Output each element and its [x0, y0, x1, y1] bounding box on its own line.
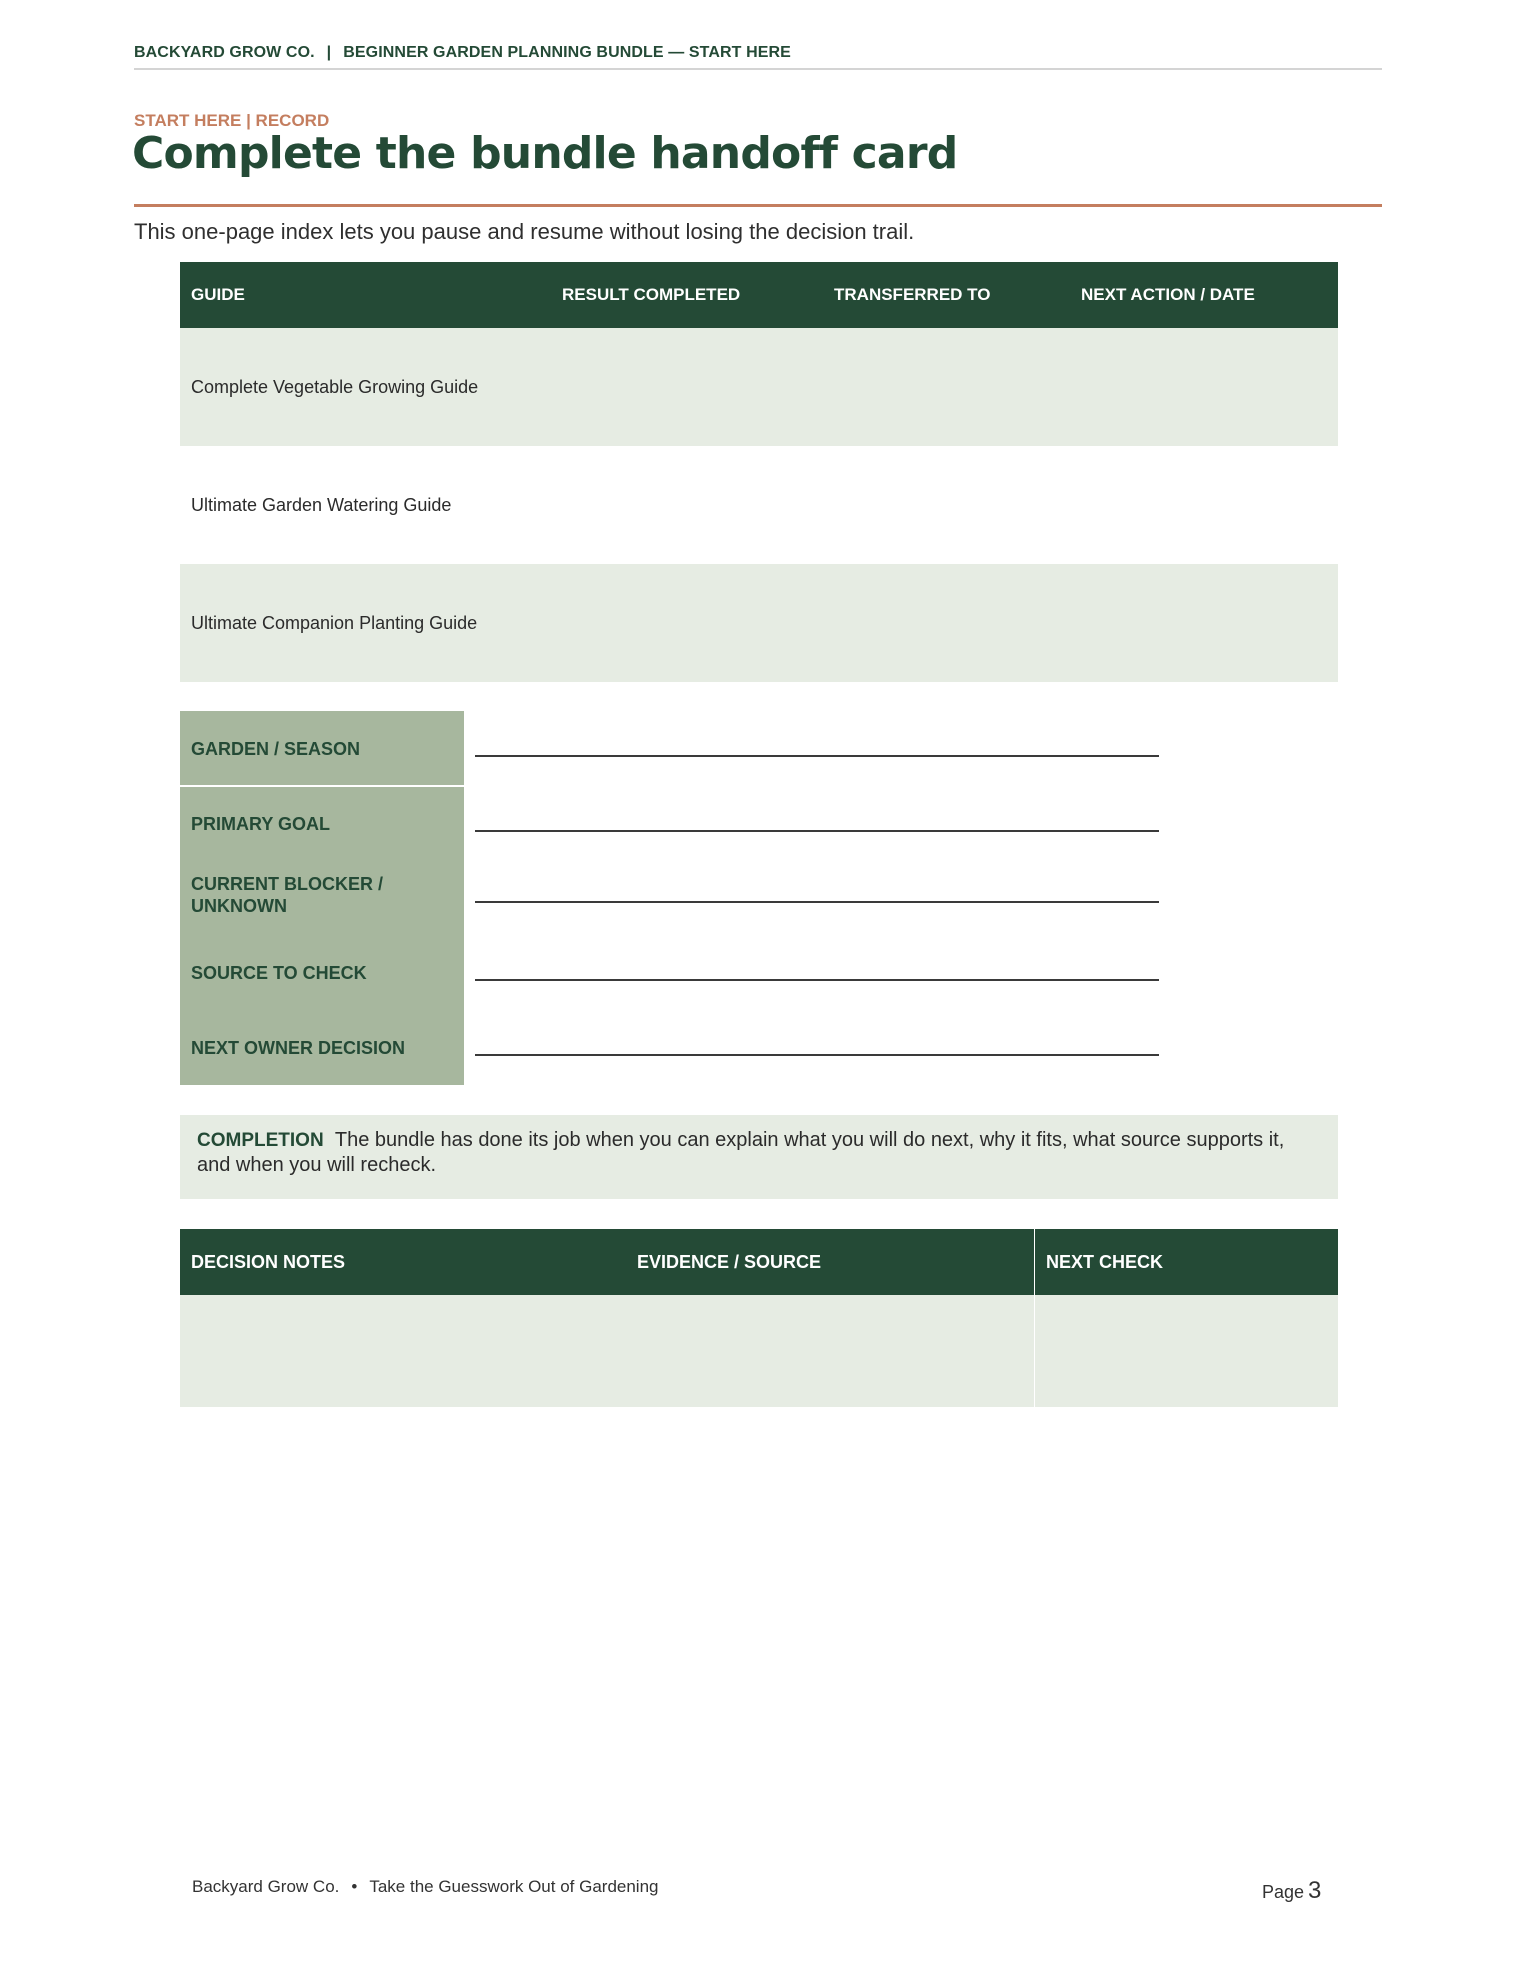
section-kicker: START HERE | RECORD [134, 111, 330, 130]
field-label-next-owner-decision: NEXT OWNER DECISION [191, 1037, 406, 1058]
guide-table [180, 262, 1338, 682]
header-bundle: BEGINNER GARDEN PLANNING BUNDLE — START HERE [343, 44, 791, 61]
field-label-current-blocker: CURRENT BLOCKER / UNKNOWN [191, 873, 383, 916]
decision-table [180, 1229, 1338, 1407]
decision-notes-cell[interactable] [180, 1295, 626, 1407]
completion-lead: COMPLETION [197, 1130, 324, 1151]
column-header-guide: GUIDE [191, 285, 245, 304]
running-header [134, 44, 1382, 70]
field-input-line-primary-goal[interactable] [475, 830, 1159, 832]
table-row [180, 446, 1338, 564]
page-number [1262, 1877, 1321, 1905]
guide-name-cell: Ultimate Garden Watering Guide [191, 494, 452, 515]
table-row [180, 1295, 1338, 1407]
field-row-primary-goal [180, 786, 1180, 861]
column-header-transferred-to: TRANSFERRED TO [834, 285, 991, 304]
field-input-line-current-blocker[interactable] [475, 901, 1159, 903]
field-row-current-blocker [180, 857, 1180, 932]
footer-slogan: Take the Guesswork Out of Gardening [369, 1877, 659, 1896]
column-header-next-action-date: NEXT ACTION / DATE [1081, 285, 1255, 304]
field-label-source-to-check: SOURCE TO CHECK [191, 962, 367, 983]
column-header-next-check: NEXT CHECK [1034, 1229, 1338, 1295]
field-row-source-to-check [180, 935, 1180, 1010]
field-label-primary-goal: PRIMARY GOAL [191, 813, 331, 834]
column-header-result-completed: RESULT COMPLETED [562, 285, 741, 304]
header-separator: | [326, 44, 332, 61]
decision-table-header [180, 1229, 1338, 1295]
field-row-garden-season [180, 711, 1180, 786]
footer-brand: Backyard Grow Co. [192, 1877, 340, 1896]
next-check-cell[interactable] [1034, 1295, 1338, 1407]
footer-tagline [192, 1877, 659, 1897]
page-label: Page [1262, 1882, 1305, 1902]
completion-callout [180, 1115, 1338, 1199]
field-row-next-owner-decision [180, 1010, 1180, 1085]
guide-name-cell: Ultimate Companion Planting Guide [191, 612, 478, 633]
evidence-source-cell[interactable] [626, 1295, 1034, 1407]
page-title: Complete the bundle handoff card [132, 128, 958, 179]
page-number-value: 3 [1308, 1877, 1322, 1904]
title-divider [134, 204, 1382, 207]
field-input-line-garden-season[interactable] [475, 755, 1159, 757]
column-header-decision-notes: DECISION NOTES [191, 1251, 346, 1272]
table-row [180, 564, 1338, 682]
field-input-line-next-owner-decision[interactable] [475, 1054, 1159, 1056]
field-label-garden-season: GARDEN / SEASON [191, 738, 361, 759]
header-brand: BACKYARD GROW CO. [134, 44, 315, 61]
intro-text: This one-page index lets you pause and resume without losing the decision trail. [134, 219, 915, 244]
table-row [180, 328, 1338, 446]
guide-table-header [180, 262, 1338, 328]
completion-text: The bundle has done its job when you can explain what you will do next, why it fits, what source supports it, and when you will recheck. [197, 1129, 1285, 1176]
field-input-line-source-to-check[interactable] [475, 979, 1159, 981]
guide-name-cell: Complete Vegetable Growing Guide [191, 376, 479, 397]
column-header-evidence-source: EVIDENCE / SOURCE [637, 1251, 822, 1272]
footer-bullet: • [351, 1877, 358, 1896]
